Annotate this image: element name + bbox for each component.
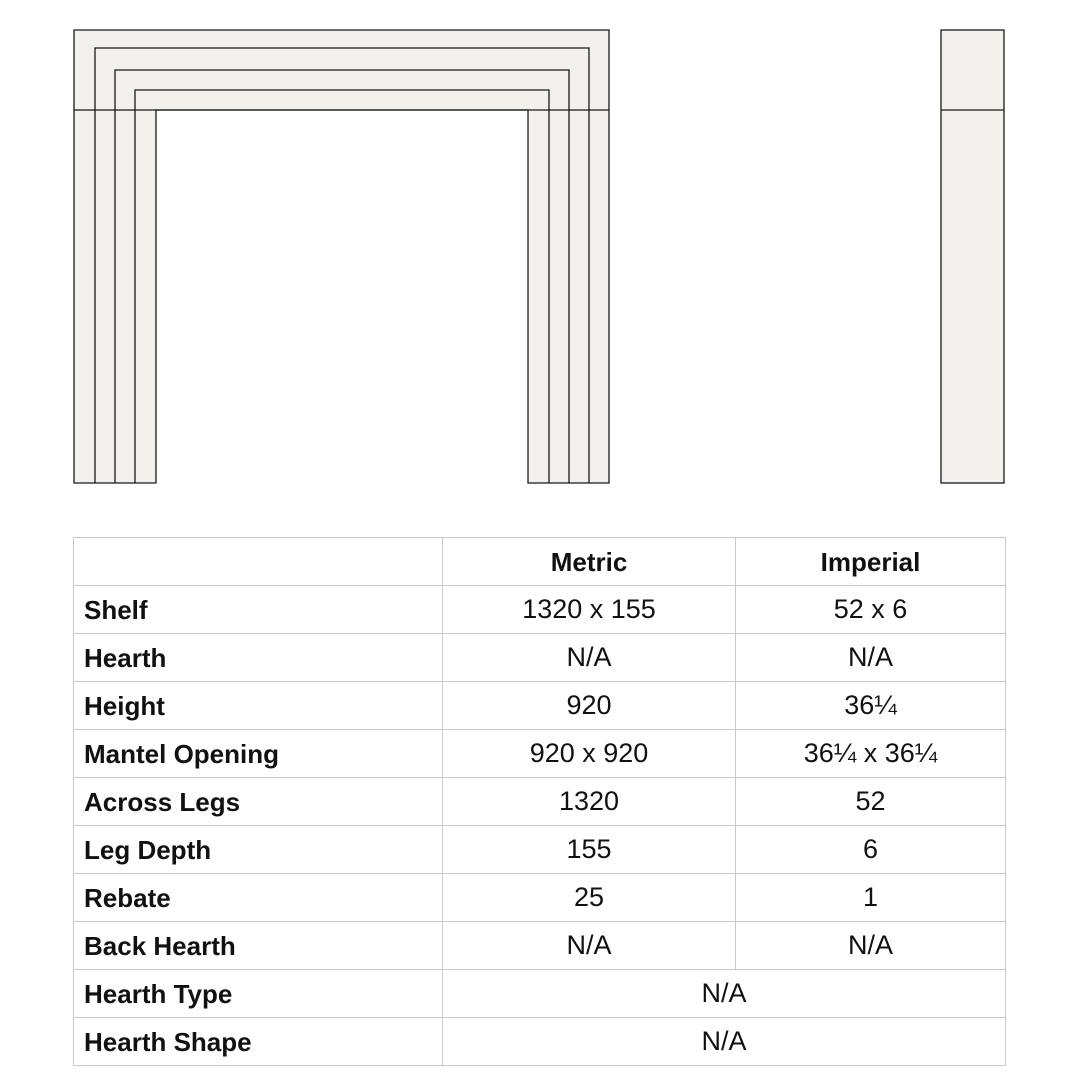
imperial-value: 52 (736, 778, 1006, 826)
metric-value: 1320 (443, 778, 736, 826)
metric-value: 1320 x 155 (443, 586, 736, 634)
side-leg (941, 30, 1004, 483)
table-row (74, 778, 1006, 826)
row-label: Rebate (74, 874, 443, 922)
rebate-line-3 (135, 90, 549, 483)
table-row (74, 586, 1006, 634)
metric-value: 155 (443, 826, 736, 874)
table-row (74, 682, 1006, 730)
imperial-value: 1 (736, 874, 1006, 922)
header-empty (74, 538, 443, 586)
imperial-value: N/A (736, 634, 1006, 682)
row-label: Hearth (74, 634, 443, 682)
metric-value: 25 (443, 874, 736, 922)
merged-value: N/A (443, 970, 1006, 1018)
row-label: Across Legs (74, 778, 443, 826)
metric-value: N/A (443, 922, 736, 970)
row-label: Leg Depth (74, 826, 443, 874)
imperial-value: 36¼ (736, 682, 1006, 730)
rebate-line-2 (115, 70, 569, 483)
imperial-value: 36¼ x 36¼ (736, 730, 1006, 778)
header-imperial: Imperial (736, 538, 1006, 586)
table-header-row (74, 538, 1006, 586)
table-row (74, 874, 1006, 922)
metric-value: 920 x 920 (443, 730, 736, 778)
imperial-value: 52 x 6 (736, 586, 1006, 634)
row-label: Height (74, 682, 443, 730)
merged-value: N/A (443, 1018, 1006, 1066)
table-row (74, 1018, 1006, 1066)
table-row (74, 634, 1006, 682)
metric-value: 920 (443, 682, 736, 730)
row-label: Shelf (74, 586, 443, 634)
row-label: Hearth Shape (74, 1018, 443, 1066)
side-elevation (941, 30, 1004, 483)
specs-table (73, 537, 1006, 1066)
row-label: Back Hearth (74, 922, 443, 970)
table-row (74, 826, 1006, 874)
row-label: Mantel Opening (74, 730, 443, 778)
row-label: Hearth Type (74, 970, 443, 1018)
rebate-line-1 (95, 48, 589, 483)
fireplace-drawing (0, 0, 1080, 520)
table-row (74, 730, 1006, 778)
outer-frame (74, 30, 609, 483)
imperial-value: 6 (736, 826, 1006, 874)
table-row (74, 970, 1006, 1018)
header-metric: Metric (443, 538, 736, 586)
metric-value: N/A (443, 634, 736, 682)
table-row (74, 922, 1006, 970)
front-elevation (74, 30, 609, 483)
imperial-value: N/A (736, 922, 1006, 970)
